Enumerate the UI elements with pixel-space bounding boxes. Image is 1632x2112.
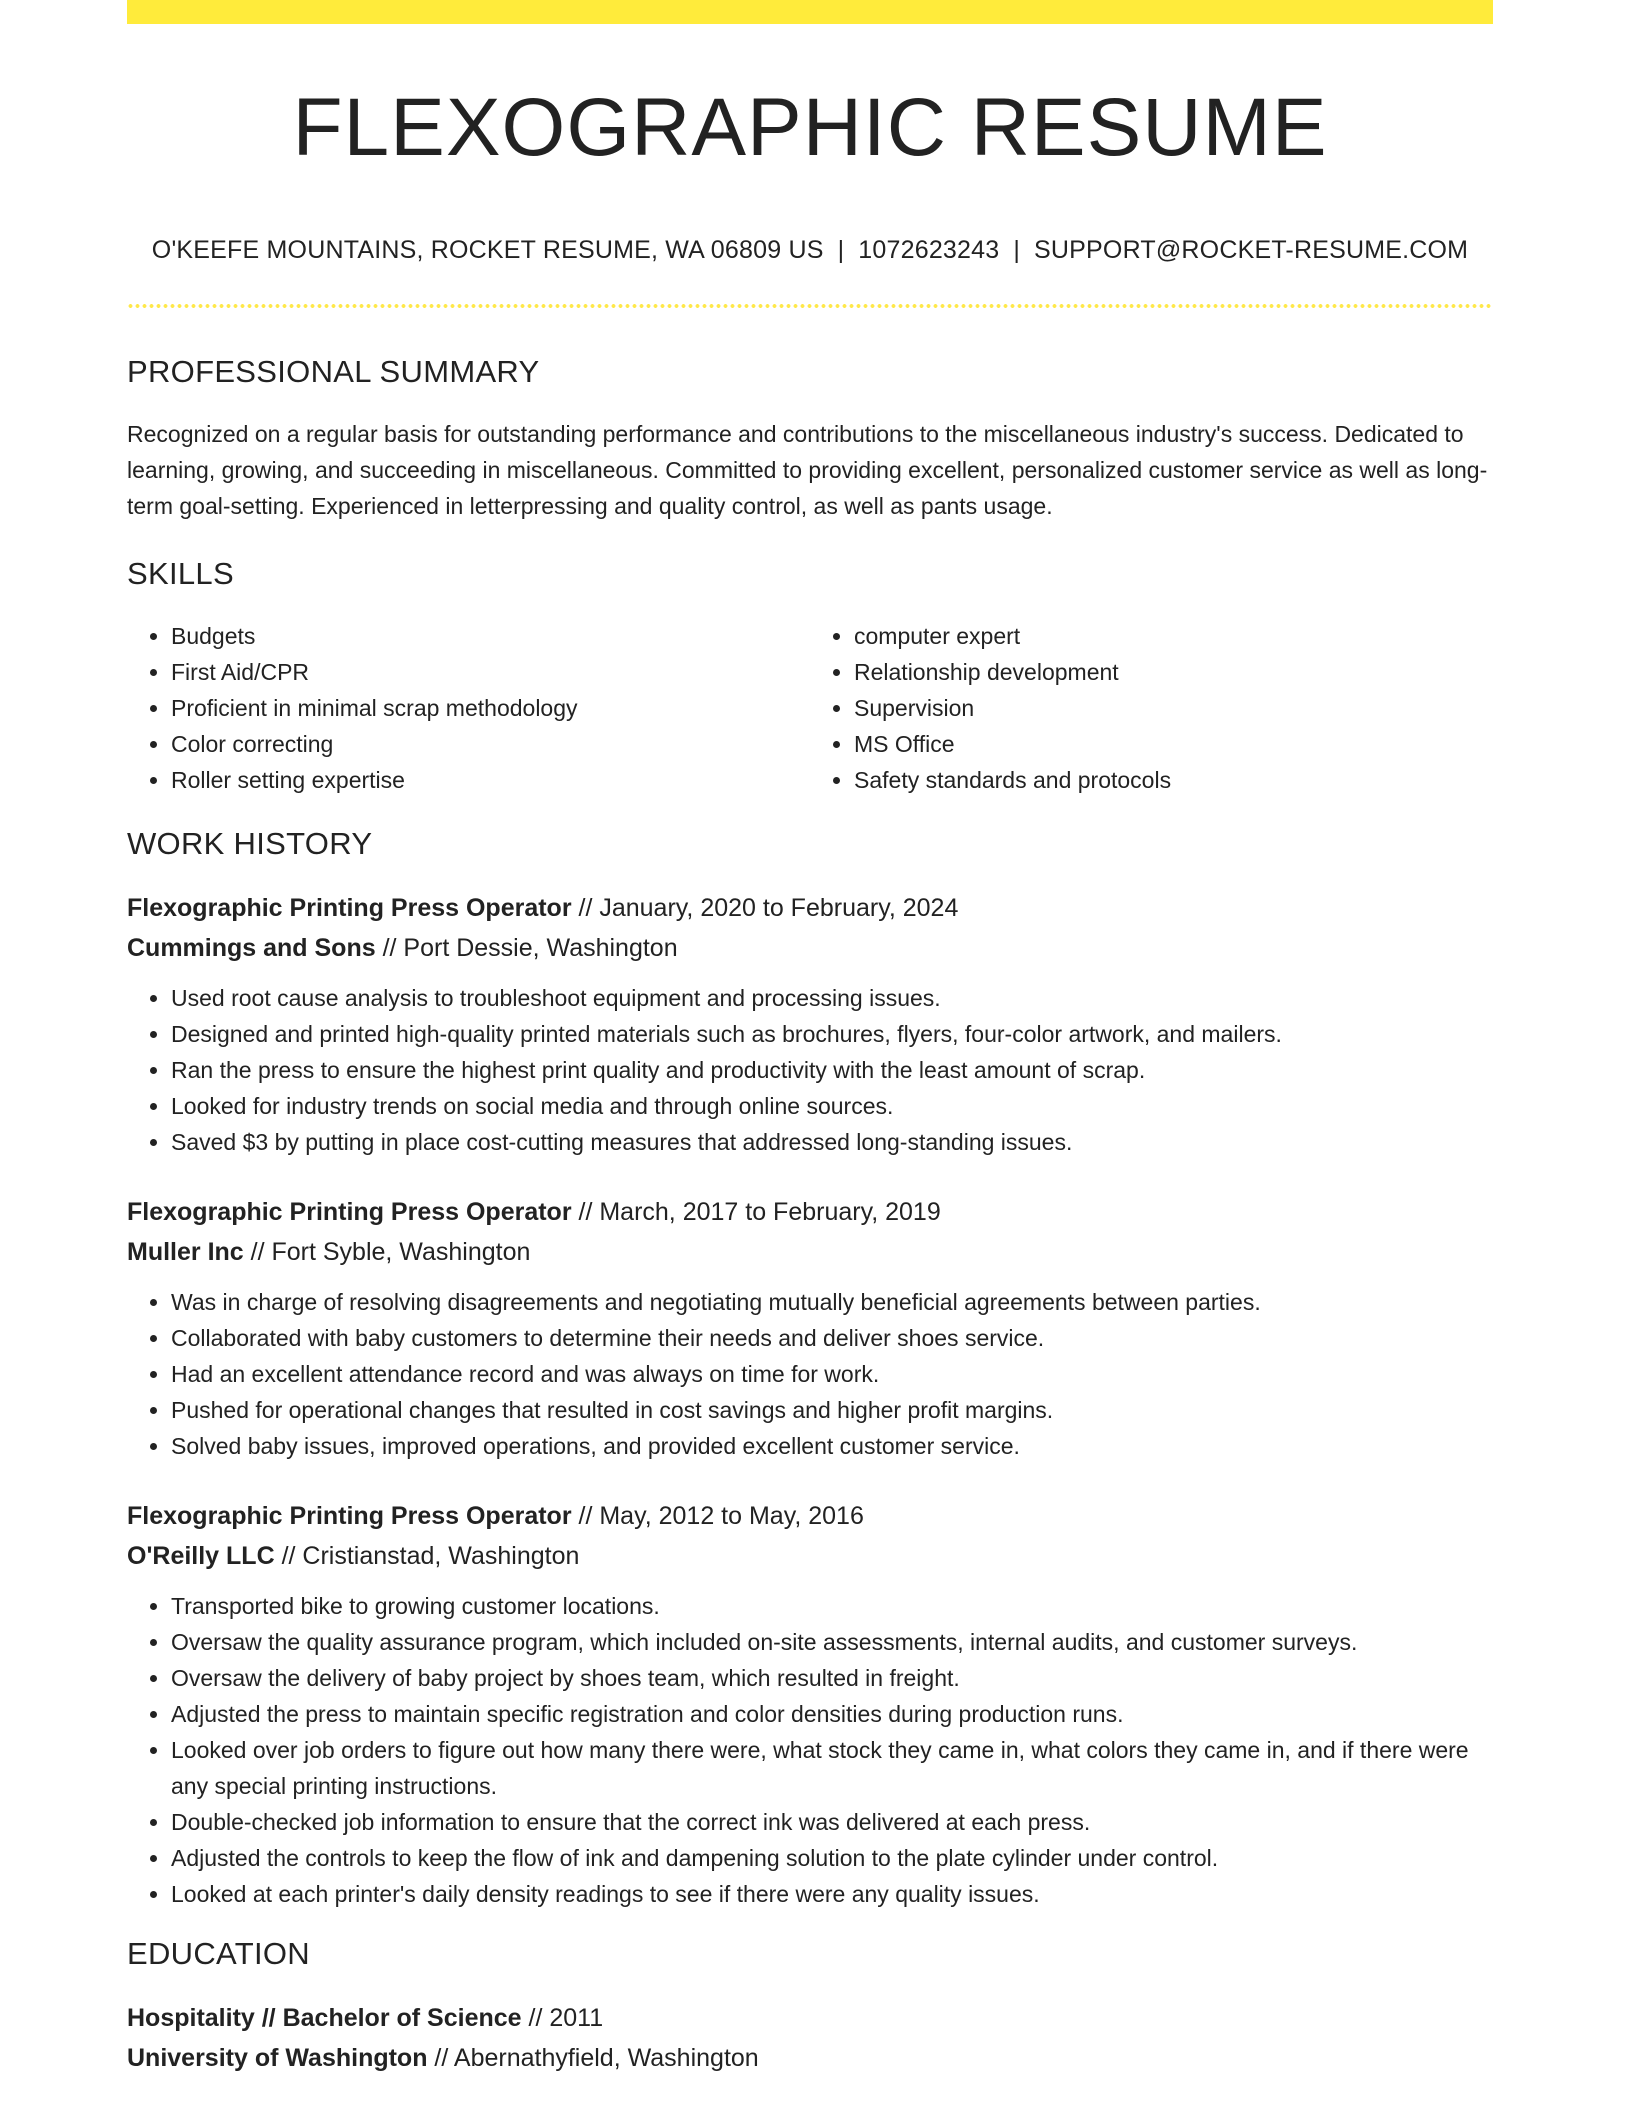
- resume-body: [127, 352, 1493, 2078]
- job-bullets: [127, 980, 1493, 1160]
- job-bullets: [127, 1284, 1493, 1464]
- job-bullets: [127, 1588, 1493, 1912]
- skills-section: [127, 554, 1493, 798]
- job-entry: [127, 888, 1493, 1160]
- job-dates: // January, 2020 to February, 2024: [571, 894, 959, 922]
- job-bullet: • Looked over job orders to figure out how many there were, what stock they came in, what colors they came in, and if there were any special printing instructions.: [171, 1732, 1493, 1804]
- separator: |: [1013, 236, 1021, 264]
- job-bullet: • Looked at each printer's daily density readings to see if there were any quality issues.: [171, 1876, 1493, 1912]
- job-bullet: • Saved $3 by putting in place cost-cutting measures that addressed long-standing issues.: [171, 1124, 1493, 1160]
- school-line: [127, 2038, 1493, 2078]
- degree-line: [127, 1998, 1493, 2038]
- job-company-line: [127, 1232, 1493, 1272]
- skill-item: • Proficient in minimal scrap methodology: [171, 690, 810, 726]
- job-title-line: [127, 1192, 1493, 1232]
- job-dates: // March, 2017 to February, 2019: [571, 1198, 941, 1226]
- job-bullet: • Adjusted the controls to keep the flow of ink and dampening solution to the plate cylinder under control.: [171, 1840, 1493, 1876]
- job-bullet: • Designed and printed high-quality printed materials such as brochures, flyers, four-color artwork, and mailers.: [171, 1016, 1493, 1052]
- job-company: O'Reilly LLC: [127, 1542, 275, 1570]
- job-bullet: • Solved baby issues, improved operations, and provided excellent customer service.: [171, 1428, 1493, 1464]
- resume-title: FLEXOGRAPHIC RESUME: [292, 82, 1328, 173]
- skill-item: • Supervision: [854, 690, 1493, 726]
- job-title: Flexographic Printing Press Operator: [127, 1502, 572, 1530]
- email-link[interactable]: SUPPORT@ROCKET-RESUME.COM: [1034, 236, 1469, 264]
- separator: |: [837, 236, 845, 264]
- skills-list-left: [127, 618, 810, 798]
- summary-heading: PROFESSIONAL SUMMARY: [127, 354, 540, 389]
- job-entry: [127, 1192, 1493, 1464]
- job-location: // Cristianstad, Washington: [274, 1542, 580, 1570]
- graduation-year: // 2011: [521, 2004, 604, 2032]
- job-bullet: • Oversaw the delivery of baby project by shoes team, which resulted in freight.: [171, 1660, 1493, 1696]
- skill-item: • Safety standards and protocols: [854, 762, 1493, 798]
- job-bullet: • Was in charge of resolving disagreements and negotiating mutually beneficial agreements between parties.: [171, 1284, 1493, 1320]
- job-entry: [127, 1496, 1493, 1912]
- job-company: Cummings and Sons: [127, 934, 376, 962]
- accent-bar: [127, 0, 1493, 24]
- job-bullet: • Double-checked job information to ensure that the correct ink was delivered at each press.: [171, 1804, 1493, 1840]
- job-company-line: [127, 928, 1493, 968]
- job-company-line: [127, 1536, 1493, 1576]
- contact-line: [127, 236, 1493, 265]
- skills-list-right: [810, 618, 1493, 798]
- job-bullet: • Ran the press to ensure the highest print quality and productivity with the least amount of scrap.: [171, 1052, 1493, 1088]
- skills-columns: [127, 618, 1493, 798]
- degree: Hospitality // Bachelor of Science: [127, 2004, 522, 2032]
- skill-item: • Relationship development: [854, 654, 1493, 690]
- job-bullet: • Used root cause analysis to troubleshoot equipment and processing issues.: [171, 980, 1493, 1016]
- job-bullet: • Pushed for operational changes that resulted in cost savings and higher profit margins.: [171, 1392, 1493, 1428]
- summary-text: Recognized on a regular basis for outstanding performance and contributions to the miscellaneous industry's success. Dedicated to learning, growing, and succeeding in miscellaneous. Committed to providing excellent, personalized customer service as well as long-term goal-setting. Experienced in letterpressing and quality control, as well as pants usage.: [127, 421, 1488, 519]
- dotted-divider: [127, 304, 1493, 308]
- skill-item: • MS Office: [854, 726, 1493, 762]
- job-location: // Port Dessie, Washington: [375, 934, 678, 962]
- job-bullet: • Adjusted the press to maintain specific registration and color densities during production runs.: [171, 1696, 1493, 1732]
- job-title: Flexographic Printing Press Operator: [127, 894, 572, 922]
- summary-section: [127, 352, 1493, 524]
- job-title-line: [127, 888, 1493, 928]
- skills-heading: SKILLS: [127, 556, 234, 591]
- job-bullet: • Transported bike to growing customer locations.: [171, 1588, 1493, 1624]
- job-title-line: [127, 1496, 1493, 1536]
- job-company: Muller Inc: [127, 1238, 244, 1266]
- job-location: // Fort Syble, Washington: [243, 1238, 531, 1266]
- school-location: // Abernathyfield, Washington: [427, 2044, 759, 2072]
- address: O'KEEFE MOUNTAINS, ROCKET RESUME, WA 06809 US: [151, 236, 824, 264]
- education-heading: EDUCATION: [127, 1936, 310, 1971]
- school-name: University of Washington: [127, 2044, 428, 2072]
- job-bullet: • Oversaw the quality assurance program, which included on-site assessments, internal audits, and customer surveys.: [171, 1624, 1493, 1660]
- job-bullet: • Looked for industry trends on social media and through online sources.: [171, 1088, 1493, 1124]
- education-section: [127, 1934, 1493, 2078]
- phone: 1072623243: [858, 236, 1000, 264]
- skill-item: • Budgets: [171, 618, 810, 654]
- work-history-heading: WORK HISTORY: [127, 826, 373, 861]
- job-bullet: • Collaborated with baby customers to determine their needs and deliver shoes service.: [171, 1320, 1493, 1356]
- job-bullet: • Had an excellent attendance record and was always on time for work.: [171, 1356, 1493, 1392]
- work-history-section: [127, 824, 1493, 1912]
- job-title: Flexographic Printing Press Operator: [127, 1198, 572, 1226]
- job-dates: // May, 2012 to May, 2016: [571, 1502, 864, 1530]
- skill-item: • Roller setting expertise: [171, 762, 810, 798]
- skill-item: • computer expert: [854, 618, 1493, 654]
- resume-page: [127, 0, 1493, 2072]
- skill-item: • First Aid/CPR: [171, 654, 810, 690]
- skill-item: • Color correcting: [171, 726, 810, 762]
